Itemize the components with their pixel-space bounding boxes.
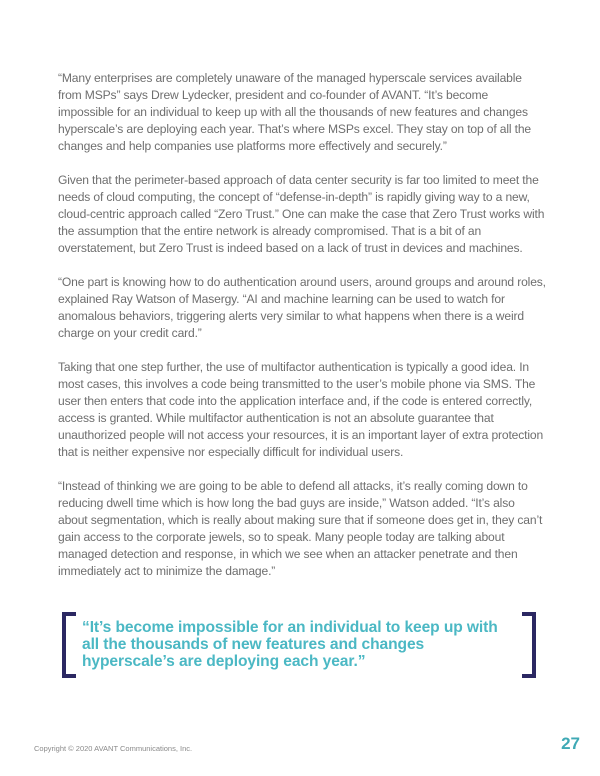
page-spacer <box>0 678 600 734</box>
copyright-notice: Copyright © 2020 AVANT Communications, Inc. <box>34 744 193 753</box>
paragraph-authentication: “One part is knowing how to do authentication around users, around groups and around roles, explained Ray Watson of Masergy. “AI and machine learning can be used to watch for anomalous behaviors, triggering alerts very similar to what happens when there is a weird charge on your credit card.” <box>58 275 546 340</box>
page-number: 27 <box>561 734 580 753</box>
paragraph-zero-trust: Given that the perimeter-based approach of data center security is far too limited to meet the needs of cloud computing, the concept of “defense-in-depth” is rapidly giving way to a new, cloud-centric approach called “Zero Trust.” One can make the case that Zero Trust works with the assumption that the entire network is already compromised. That is a bit of an overstatement, but Zero Trust is indeed based on a lack of trust in devices and machines. <box>58 173 545 255</box>
paragraph-dwell-time: “Instead of thinking we are going to be able to defend all attacks, it’s really coming down to reducing dwell time which is how long the bad guys are inside,” Watson added. “It’s also about segmentation, which is really about making sure that if someone does get in, they can’t gain access to the corporate jewels, so to speak. Many people today are talking about managed detection and response, in which we see when an attacker penetrate and then immediately act to minimize the damage.” <box>58 479 543 578</box>
left-bracket-icon <box>62 612 76 678</box>
pull-quote-text: “It’s become impossible for an individual to keep up with all the thousands of new features and changes hyperscale’s are deploying each year.” <box>82 619 498 670</box>
pull-quote <box>62 612 536 678</box>
paragraph-msps-quote: “Many enterprises are completely unaware of the managed hyperscale services available from MSPs” says Drew Lydecker, president and co-founder of AVANT. “It’s become impossible for an individual to keep up with all the thousands of new features and changes hyperscale’s are deploying each year. That’s where MSPs excel. They stay on top of all the changes and help companies use platforms more effectively and securely.” <box>58 71 531 153</box>
article-body <box>58 70 546 580</box>
page-footer <box>34 734 580 754</box>
paragraph-multifactor: Taking that one step further, the use of multifactor authentication is typically a good idea. In most cases, this involves a code being transmitted to the user’s mobile phone via SMS. The user then enters that code into the application interface and, if the code is entered correctly, access is granted. While multifactor authentication is not an absolute guarantee that unauthorized people will not access your resources, it is an important layer of extra protection that is neither expensive nor especially difficult for individual users. <box>58 360 544 459</box>
right-bracket-icon <box>522 612 536 678</box>
